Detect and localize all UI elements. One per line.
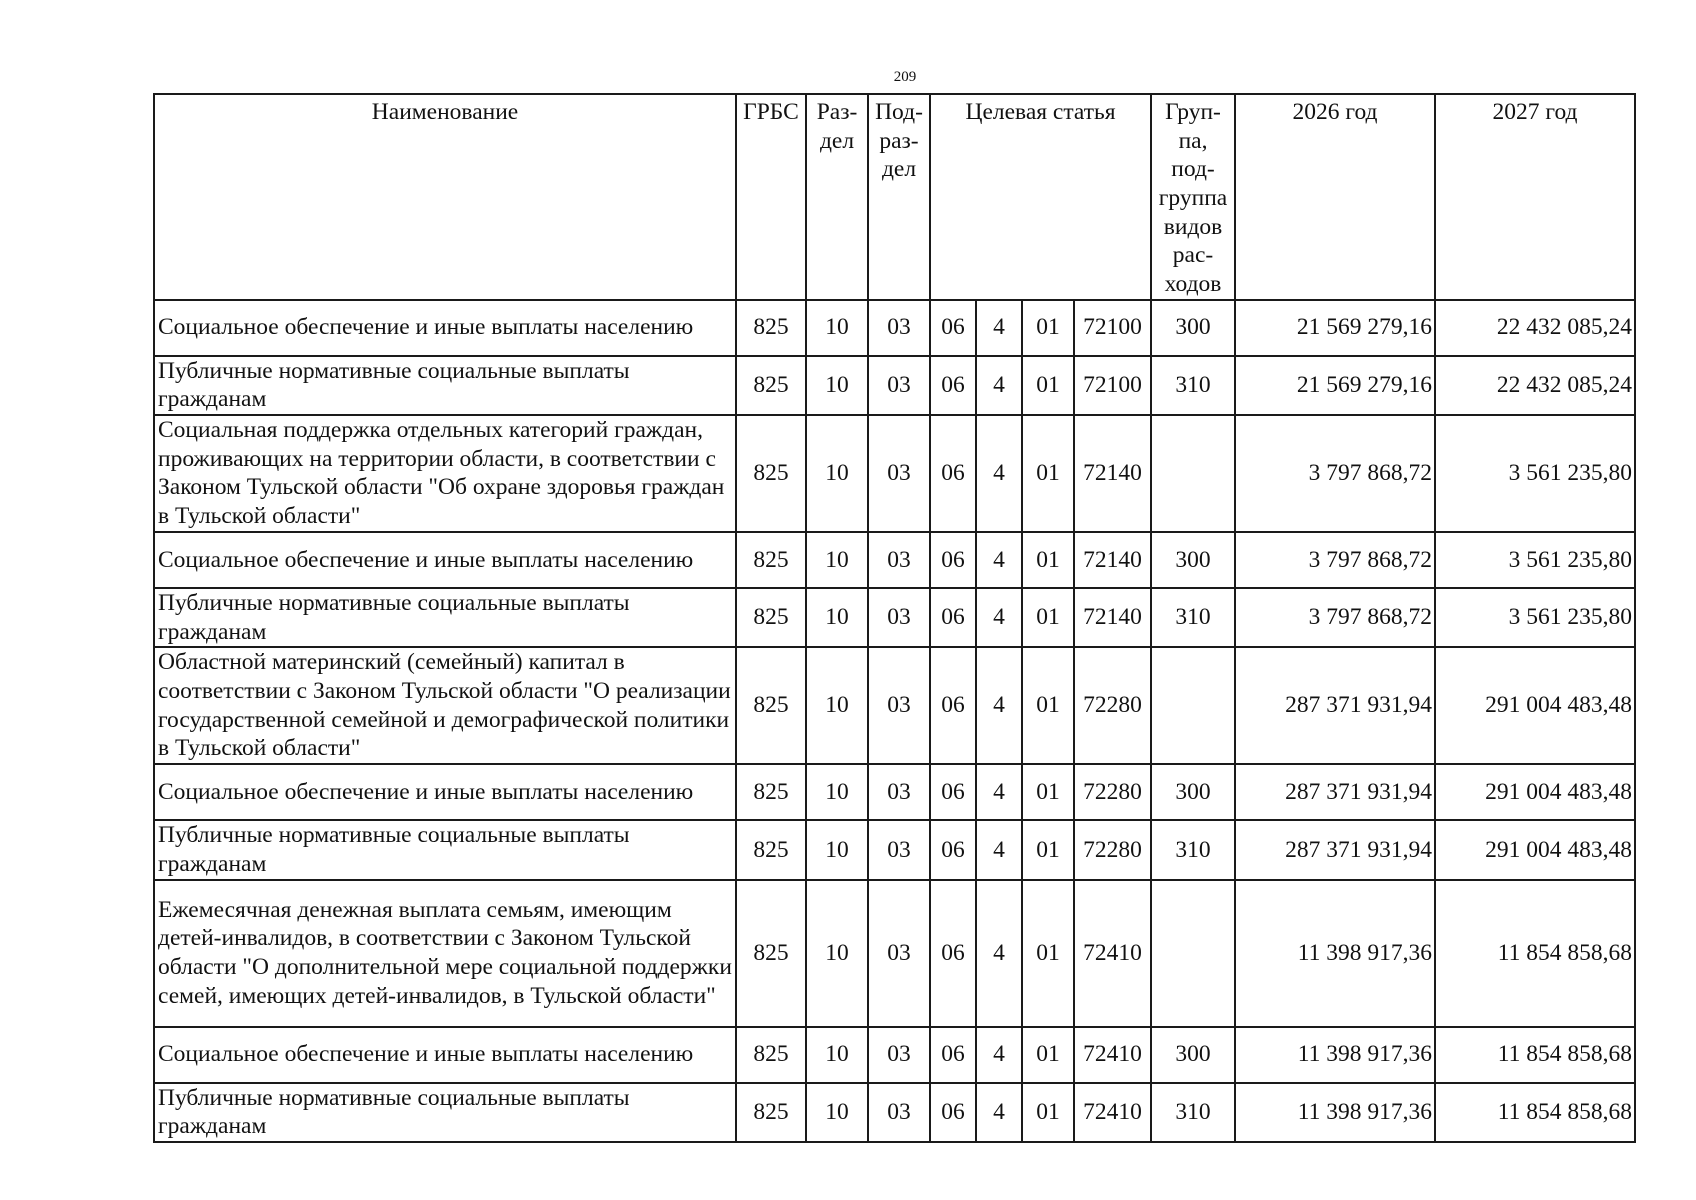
table-row <box>154 820 1635 879</box>
table-header-row <box>154 94 1635 300</box>
cell-target-subprogram: 01 <box>1022 415 1074 532</box>
cell-target-program: 06 <box>930 764 976 820</box>
table-row <box>154 300 1635 356</box>
cell-podrazdel: 03 <box>868 588 930 647</box>
cell-target-type: 4 <box>976 1027 1022 1083</box>
cell-razdel: 10 <box>806 415 868 532</box>
header-expense-group: Груп-па, под-группа видов рас-ходов <box>1151 94 1235 300</box>
cell-expense-group: 300 <box>1151 300 1235 356</box>
page-number: 209 <box>893 69 917 85</box>
table-row <box>154 356 1635 415</box>
cell-razdel: 10 <box>806 300 868 356</box>
cell-target-program: 06 <box>930 880 976 1027</box>
cell-amount-2027: 291 004 483,48 <box>1435 820 1635 879</box>
cell-target-direction: 72100 <box>1074 356 1151 415</box>
cell-grbs: 825 <box>736 647 806 764</box>
cell-target-program: 06 <box>930 647 976 764</box>
cell-target-type: 4 <box>976 1083 1022 1142</box>
cell-razdel: 10 <box>806 820 868 879</box>
cell-target-subprogram: 01 <box>1022 1083 1074 1142</box>
header-grbs: ГРБС <box>736 94 806 300</box>
cell-target-direction: 72100 <box>1074 300 1151 356</box>
cell-target-program: 06 <box>930 300 976 356</box>
cell-grbs: 825 <box>736 880 806 1027</box>
cell-target-type: 4 <box>976 588 1022 647</box>
cell-amount-2027: 11 854 858,68 <box>1435 1083 1635 1142</box>
cell-expense-group <box>1151 880 1235 1027</box>
table-row <box>154 415 1635 532</box>
budget-table <box>153 93 1636 1143</box>
cell-target-direction: 72140 <box>1074 532 1151 588</box>
cell-podrazdel: 03 <box>868 1083 930 1142</box>
cell-razdel: 10 <box>806 647 868 764</box>
cell-target-subprogram: 01 <box>1022 532 1074 588</box>
cell-name: Публичные нормативные социальные выплаты гражданам <box>154 820 736 879</box>
cell-amount-2026: 3 797 868,72 <box>1235 415 1435 532</box>
cell-amount-2027: 11 854 858,68 <box>1435 880 1635 1027</box>
cell-amount-2026: 21 569 279,16 <box>1235 300 1435 356</box>
cell-amount-2026: 287 371 931,94 <box>1235 820 1435 879</box>
cell-expense-group: 310 <box>1151 356 1235 415</box>
cell-razdel: 10 <box>806 356 868 415</box>
cell-grbs: 825 <box>736 415 806 532</box>
cell-amount-2026: 11 398 917,36 <box>1235 1083 1435 1142</box>
cell-target-direction: 72280 <box>1074 647 1151 764</box>
cell-name: Социальная поддержка отдельных категорий граждан, проживающих на территории области, в соответствии с Законом Тульской области "Об охране здоровья граждан в Тульской области" <box>154 415 736 532</box>
cell-expense-group: 300 <box>1151 1027 1235 1083</box>
cell-target-program: 06 <box>930 588 976 647</box>
cell-name: Публичные нормативные социальные выплаты гражданам <box>154 588 736 647</box>
cell-name: Публичные нормативные социальные выплаты гражданам <box>154 356 736 415</box>
cell-grbs: 825 <box>736 532 806 588</box>
cell-target-subprogram: 01 <box>1022 1027 1074 1083</box>
cell-target-subprogram: 01 <box>1022 356 1074 415</box>
cell-amount-2026: 21 569 279,16 <box>1235 356 1435 415</box>
cell-grbs: 825 <box>736 588 806 647</box>
cell-grbs: 825 <box>736 1027 806 1083</box>
cell-target-program: 06 <box>930 1027 976 1083</box>
cell-amount-2027: 22 432 085,24 <box>1435 300 1635 356</box>
cell-expense-group: 310 <box>1151 588 1235 647</box>
cell-amount-2026: 11 398 917,36 <box>1235 880 1435 1027</box>
cell-podrazdel: 03 <box>868 647 930 764</box>
cell-amount-2027: 291 004 483,48 <box>1435 764 1635 820</box>
cell-target-direction: 72410 <box>1074 1027 1151 1083</box>
cell-razdel: 10 <box>806 764 868 820</box>
cell-target-type: 4 <box>976 356 1022 415</box>
cell-podrazdel: 03 <box>868 532 930 588</box>
cell-target-program: 06 <box>930 415 976 532</box>
cell-podrazdel: 03 <box>868 1027 930 1083</box>
cell-expense-group <box>1151 415 1235 532</box>
table-row <box>154 1083 1635 1142</box>
cell-amount-2027: 22 432 085,24 <box>1435 356 1635 415</box>
cell-target-type: 4 <box>976 647 1022 764</box>
cell-razdel: 10 <box>806 1083 868 1142</box>
cell-podrazdel: 03 <box>868 300 930 356</box>
cell-name: Социальное обеспечение и иные выплаты населению <box>154 764 736 820</box>
cell-expense-group <box>1151 647 1235 764</box>
cell-name: Областной материнский (семейный) капитал в соответствии с Законом Тульской области "О реализации государственной семейной и демографической политики в Тульской области" <box>154 647 736 764</box>
cell-target-direction: 72410 <box>1074 1083 1151 1142</box>
header-target-article: Целевая статья <box>930 94 1151 300</box>
cell-target-subprogram: 01 <box>1022 647 1074 764</box>
cell-grbs: 825 <box>736 1083 806 1142</box>
table-row <box>154 764 1635 820</box>
cell-amount-2026: 11 398 917,36 <box>1235 1027 1435 1083</box>
cell-target-type: 4 <box>976 880 1022 1027</box>
cell-razdel: 10 <box>806 532 868 588</box>
header-podrazdel: Под-раз-дел <box>868 94 930 300</box>
header-year-2027: 2027 год <box>1435 94 1635 300</box>
header-razdel: Раз-дел <box>806 94 868 300</box>
cell-target-direction: 72280 <box>1074 764 1151 820</box>
table-row <box>154 1027 1635 1083</box>
cell-expense-group: 310 <box>1151 1083 1235 1142</box>
cell-target-subprogram: 01 <box>1022 764 1074 820</box>
cell-grbs: 825 <box>736 300 806 356</box>
cell-amount-2026: 287 371 931,94 <box>1235 647 1435 764</box>
cell-target-type: 4 <box>976 415 1022 532</box>
cell-name: Социальное обеспечение и иные выплаты населению <box>154 532 736 588</box>
cell-amount-2027: 3 561 235,80 <box>1435 415 1635 532</box>
cell-grbs: 825 <box>736 820 806 879</box>
cell-name: Публичные нормативные социальные выплаты гражданам <box>154 1083 736 1142</box>
table-row <box>154 588 1635 647</box>
cell-podrazdel: 03 <box>868 820 930 879</box>
cell-razdel: 10 <box>806 880 868 1027</box>
cell-target-subprogram: 01 <box>1022 880 1074 1027</box>
header-year-2026: 2026 год <box>1235 94 1435 300</box>
cell-name: Социальное обеспечение и иные выплаты населению <box>154 1027 736 1083</box>
cell-target-type: 4 <box>976 820 1022 879</box>
cell-target-program: 06 <box>930 1083 976 1142</box>
cell-target-direction: 72140 <box>1074 415 1151 532</box>
cell-podrazdel: 03 <box>868 880 930 1027</box>
cell-target-subprogram: 01 <box>1022 588 1074 647</box>
cell-target-type: 4 <box>976 764 1022 820</box>
cell-expense-group: 300 <box>1151 764 1235 820</box>
table-row <box>154 647 1635 764</box>
cell-expense-group: 300 <box>1151 532 1235 588</box>
cell-target-subprogram: 01 <box>1022 300 1074 356</box>
cell-target-direction: 72140 <box>1074 588 1151 647</box>
cell-amount-2026: 3 797 868,72 <box>1235 588 1435 647</box>
header-name: Наименование <box>154 94 736 300</box>
cell-target-direction: 72410 <box>1074 880 1151 1027</box>
cell-target-direction: 72280 <box>1074 820 1151 879</box>
cell-target-program: 06 <box>930 356 976 415</box>
cell-target-subprogram: 01 <box>1022 820 1074 879</box>
cell-amount-2026: 287 371 931,94 <box>1235 764 1435 820</box>
table-row <box>154 532 1635 588</box>
table-row <box>154 880 1635 1027</box>
cell-target-type: 4 <box>976 300 1022 356</box>
cell-target-program: 06 <box>930 820 976 879</box>
cell-grbs: 825 <box>736 764 806 820</box>
cell-razdel: 10 <box>806 588 868 647</box>
cell-target-type: 4 <box>976 532 1022 588</box>
cell-amount-2027: 11 854 858,68 <box>1435 1027 1635 1083</box>
cell-name: Ежемесячная денежная выплата семьям, имеющим детей-инвалидов, в соответствии с Законом Тульской области "О дополнительной мере социальной поддержки семей, имеющих детей-инвалидов, в Тульской области" <box>154 880 736 1027</box>
cell-razdel: 10 <box>806 1027 868 1083</box>
cell-amount-2027: 291 004 483,48 <box>1435 647 1635 764</box>
cell-target-program: 06 <box>930 532 976 588</box>
cell-podrazdel: 03 <box>868 356 930 415</box>
cell-name: Социальное обеспечение и иные выплаты населению <box>154 300 736 356</box>
cell-podrazdel: 03 <box>868 764 930 820</box>
cell-amount-2027: 3 561 235,80 <box>1435 588 1635 647</box>
cell-amount-2027: 3 561 235,80 <box>1435 532 1635 588</box>
cell-expense-group: 310 <box>1151 820 1235 879</box>
cell-amount-2026: 3 797 868,72 <box>1235 532 1435 588</box>
cell-podrazdel: 03 <box>868 415 930 532</box>
cell-grbs: 825 <box>736 356 806 415</box>
